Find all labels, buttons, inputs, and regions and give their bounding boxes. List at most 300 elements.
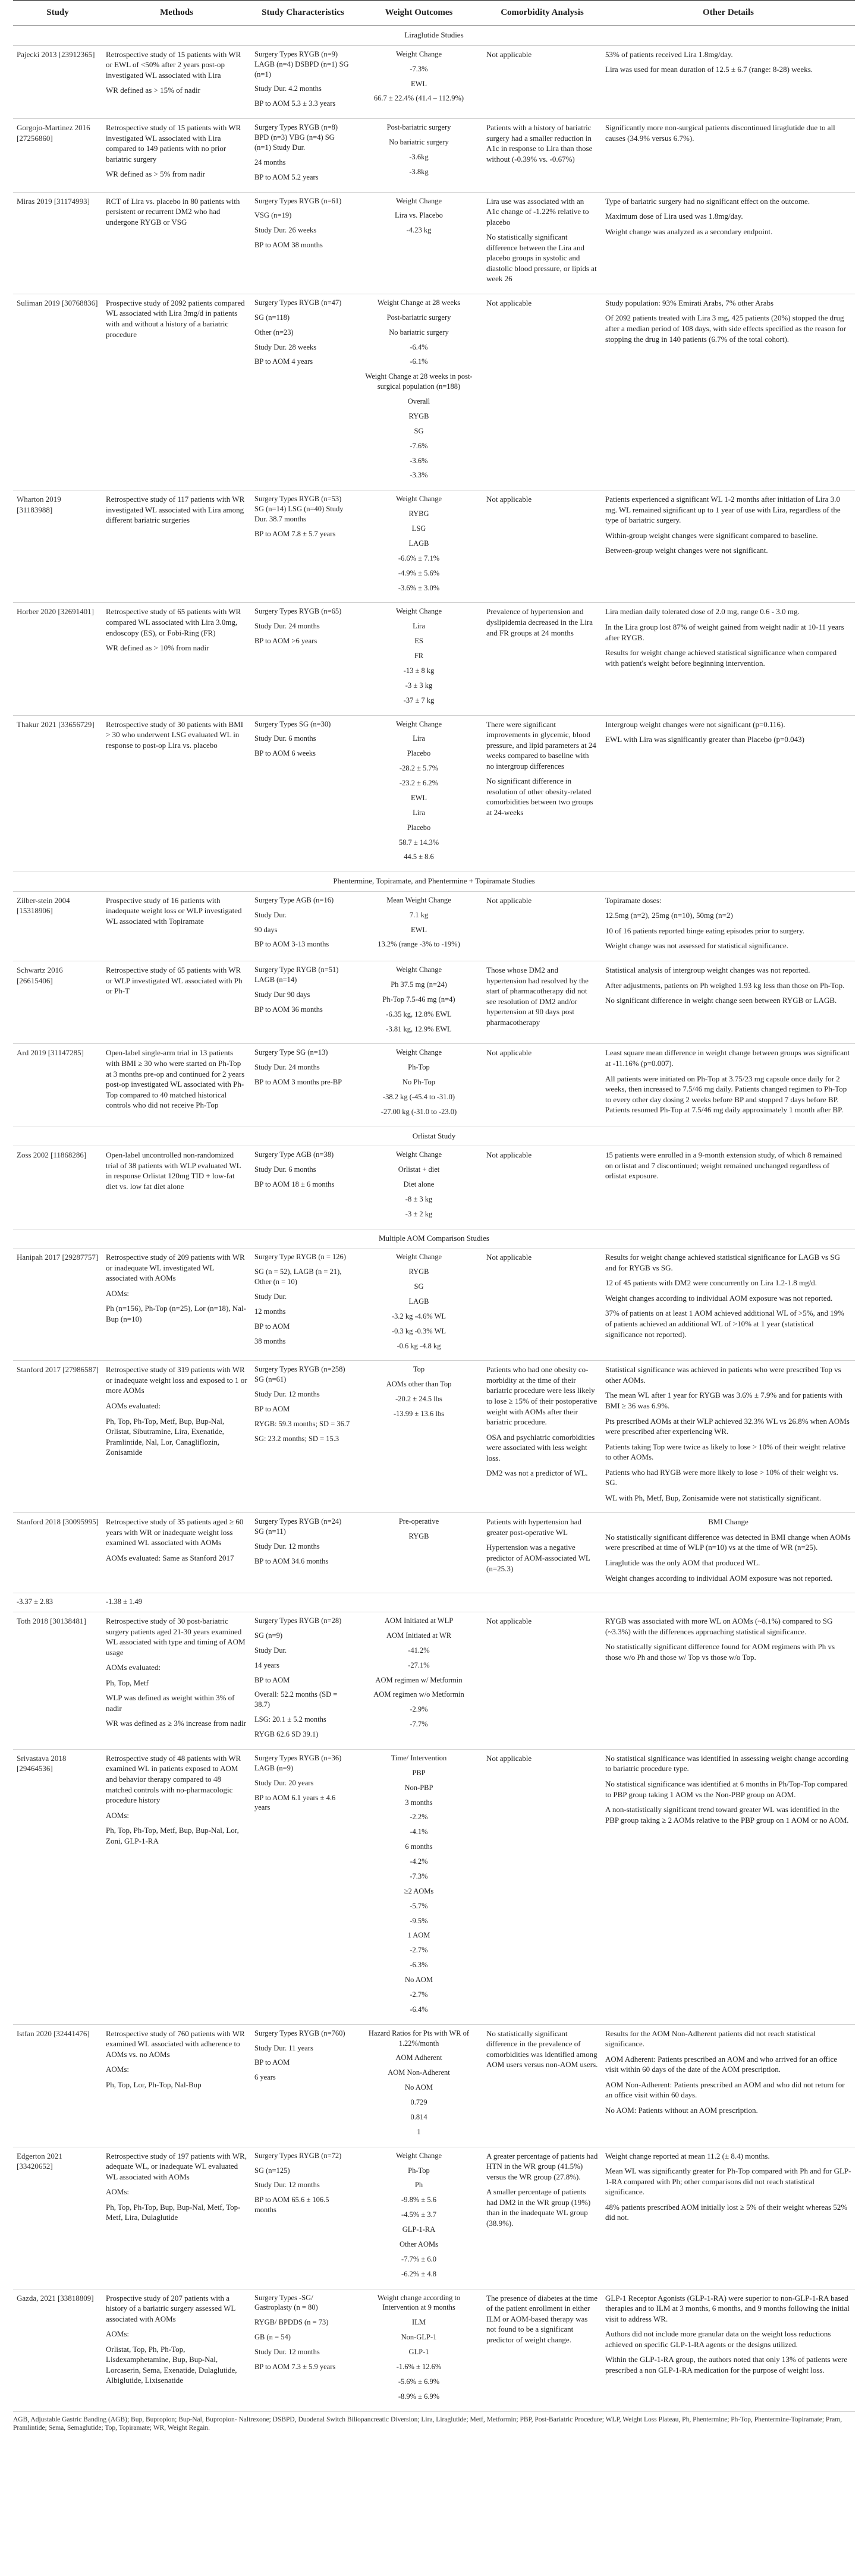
study-characteristics-cell bbox=[251, 45, 355, 118]
characteristics-text: Surgery Types RYGB (n=28) bbox=[254, 1616, 342, 1625]
comorbidity-text: A greater percentage of patients had HTN in the WR group (41.5%) versus the WR group (27.8%). bbox=[486, 2151, 598, 2181]
methods-text: Prospective study of 207 patients with a history of a bariatric surgery assessed WL associated with AOMs bbox=[106, 2293, 235, 2323]
weight-outcome-text: -6.4% bbox=[410, 342, 428, 351]
weight-outcome-text: Placebo bbox=[407, 823, 431, 832]
characteristics-text: RYGB 62.6 SD 39.1) bbox=[254, 1730, 319, 1738]
weight-outcomes-cell bbox=[355, 45, 483, 118]
methods-cell bbox=[102, 1749, 251, 2024]
weight-outcome-text: -27.00 kg (-31.0 to -23.0) bbox=[380, 1107, 457, 1116]
characteristics-text: Surgery Types RYGB (n=61) bbox=[254, 196, 342, 205]
table-row bbox=[13, 891, 855, 961]
weight-outcome-text: -5.7% bbox=[410, 1901, 428, 1910]
section-heading: Orlistat Study bbox=[13, 1127, 855, 1146]
characteristics-text: SG: 23.2 months; SD = 15.3 bbox=[254, 1434, 339, 1443]
other-details-text: AOM Non-Adherent: Patients prescribed an AOM and who did not return for an office visit within 60 days. bbox=[605, 2080, 845, 2100]
stray-values-spacer bbox=[251, 1593, 855, 1612]
other-details-cell bbox=[602, 1146, 855, 1229]
weight-outcome-text: -4.1% bbox=[410, 1828, 428, 1836]
study-citation: Ard 2019 [31147285] bbox=[13, 1044, 102, 1127]
weight-outcome-text: AOM Non-Adherent bbox=[388, 2068, 450, 2077]
study-characteristics-cell bbox=[251, 1044, 355, 1127]
table-row bbox=[13, 2024, 855, 2147]
other-details-cell bbox=[602, 294, 855, 490]
comorbidity-text: Not applicable bbox=[486, 298, 532, 307]
study-citation: Horber 2020 [32691401] bbox=[13, 603, 102, 715]
weight-outcomes-cell bbox=[355, 1749, 483, 2024]
weight-outcome-text: -28.2 ± 5.7% bbox=[399, 764, 439, 773]
characteristics-text: Surgery Type AGB (n=16) bbox=[254, 895, 334, 904]
weight-outcome-text: -23.2 ± 6.2% bbox=[399, 779, 439, 788]
methods-text: AOMs: bbox=[106, 1288, 130, 1298]
table-row bbox=[13, 603, 855, 715]
characteristics-text: BP to AOM 6.1 years ± 4.6 years bbox=[254, 1793, 336, 1812]
other-details-text: Within the GLP-1-RA group, the authors noted that only 13% of patients were prescribed a non GLP-1-RA medication for the purpose of weight loss. bbox=[605, 2355, 848, 2374]
methods-text: Retrospective study of 30 post-bariatric surgery patients aged 21-30 years examined WL associated with type and timing of AOM usage bbox=[106, 1616, 246, 1657]
col-header-comorbidity-analysis: Comorbidity Analysis bbox=[483, 1, 602, 26]
other-details-text: Pts prescribed AOMs at their WLP achieved 32.3% WL vs 26.8% when AOMs were prescribed after experiencing WR. bbox=[605, 1416, 850, 1436]
weight-outcome-text: Ph 37.5 mg (n=24) bbox=[391, 980, 447, 989]
study-characteristics-cell bbox=[251, 119, 355, 192]
other-details-text: WL with Ph, Metf, Bup, Zonisamide were not statistically significant. bbox=[605, 1493, 822, 1502]
weight-outcome-text: -7.7% bbox=[410, 1720, 428, 1729]
weight-outcome-text: Hazard Ratios for Pts with WR of 1.22%/month bbox=[368, 2028, 470, 2047]
weight-outcome-text: RYGB bbox=[408, 1267, 429, 1276]
characteristics-text: Surgery Type RYGB (n=51) LAGB (n=14) bbox=[254, 965, 339, 984]
characteristics-text: Other (n=23) bbox=[254, 328, 294, 336]
table-row bbox=[13, 2289, 855, 2411]
weight-outcome-text: -4.5% ± 3.7 bbox=[401, 2210, 436, 2219]
methods-cell bbox=[102, 192, 251, 294]
weight-outcome-text: 6 months bbox=[405, 1842, 433, 1851]
methods-text: WR defined as > 15% of nadir bbox=[106, 86, 200, 95]
other-details-text: Results for the AOM Non-Adherent patients did not reach statistical significance. bbox=[605, 2028, 816, 2049]
weight-outcome-text: 58.7 ± 14.3% bbox=[398, 838, 439, 847]
table-row bbox=[13, 961, 855, 1044]
other-details-cell bbox=[602, 490, 855, 603]
table-row bbox=[13, 1361, 855, 1513]
study-citation: Edgerton 2021 [33420652] bbox=[13, 2147, 102, 2289]
methods-cell bbox=[102, 45, 251, 118]
other-details-text: Statistical analysis of intergroup weight changes was not reported. bbox=[605, 965, 810, 975]
characteristics-text: Study Dur. 4.2 months bbox=[254, 84, 322, 93]
other-details-text: Weight changes according to individual AOM exposure was not reported. bbox=[605, 1293, 833, 1303]
methods-text: AOMs: bbox=[106, 2329, 130, 2339]
comorbidity-cell bbox=[483, 961, 602, 1044]
weight-outcome-text: RYGB bbox=[408, 411, 429, 420]
section-heading: Multiple AOM Comparison Studies bbox=[13, 1229, 855, 1248]
characteristics-text: Study Dur. 12 months bbox=[254, 1390, 320, 1399]
characteristics-text: BP to AOM 65.6 ± 106.5 months bbox=[254, 2196, 329, 2215]
section-heading: Phentermine, Topiramate, and Phentermine + Topiramate Studies bbox=[13, 872, 855, 892]
characteristics-text: Study Dur. bbox=[254, 1292, 287, 1301]
comorbidity-cell bbox=[483, 715, 602, 872]
col-header-study-characteristics: Study Characteristics bbox=[251, 1, 355, 26]
comorbidity-text: Not applicable bbox=[486, 1048, 532, 1058]
methods-text: Retrospective study of 65 patients with WR or WLP investigated WL associated with Ph or Ph-T bbox=[106, 965, 243, 996]
comorbidity-cell bbox=[483, 2024, 602, 2147]
other-details-text: Weight change was analyzed as a secondary endpoint. bbox=[605, 227, 773, 236]
methods-text: AOMs: bbox=[106, 1810, 130, 1820]
col-header-other-details: Other Details bbox=[602, 1, 855, 26]
weight-outcome-text: GLP-1-RA bbox=[402, 2225, 436, 2234]
characteristics-text: Study Dur. bbox=[254, 910, 287, 919]
comorbidity-cell bbox=[483, 1248, 602, 1361]
characteristics-text: RYGB/ BPDDS (n = 73) bbox=[254, 2318, 329, 2327]
study-characteristics-cell bbox=[251, 192, 355, 294]
study-characteristics-cell bbox=[251, 961, 355, 1044]
weight-outcome-text: EWL bbox=[410, 79, 427, 88]
weight-outcome-text: Post-bariatric surgery bbox=[386, 123, 451, 132]
weight-outcome-text: Weight Change at 28 weeks bbox=[377, 298, 461, 307]
characteristics-text: Study Dur 90 days bbox=[254, 990, 310, 999]
characteristics-text: BP to AOM bbox=[254, 1405, 290, 1413]
other-details-text: Least square mean difference in weight change between groups was significant at -11.16% (p=0.007). bbox=[605, 1048, 850, 1068]
characteristics-text: VSG (n=19) bbox=[254, 211, 292, 220]
methods-text: Prospective study of 2092 patients compared WL associated with Lira 3mg/d in patients with and without a history of a bariatric procedure bbox=[106, 298, 245, 339]
methods-cell bbox=[102, 1513, 251, 1593]
methods-text: WR was defined as ≥ 3% increase from nadir bbox=[106, 1719, 246, 1728]
study-characteristics-cell bbox=[251, 2024, 355, 2147]
weight-outcome-text: 66.7 ± 22.4% (41.4 – 112.9%) bbox=[373, 94, 464, 103]
comorbidity-text: Not applicable bbox=[486, 495, 532, 504]
other-details-text: Results for weight change achieved statistical significance for LAGB vs SG and for RYGB vs SG. bbox=[605, 1253, 840, 1272]
characteristics-text: BP to AOM 3-13 months bbox=[254, 940, 329, 949]
comorbidity-cell bbox=[483, 2147, 602, 2289]
weight-outcome-text: Weight Change bbox=[395, 1253, 442, 1262]
characteristics-text: Surgery Types RYGB (n=760) bbox=[254, 2028, 345, 2037]
weight-outcomes-cell bbox=[355, 2289, 483, 2411]
comorbidity-cell bbox=[483, 1513, 602, 1593]
methods-cell bbox=[102, 1361, 251, 1513]
table-row bbox=[13, 715, 855, 872]
study-citation: Miras 2019 [31174993] bbox=[13, 192, 102, 294]
other-details-text: No statistically significant difference found for AOM regimens with Ph vs those w/o Ph and those w/ Top vs those w/o Top. bbox=[605, 1642, 835, 1662]
weight-outcome-text: Diet alone bbox=[403, 1180, 435, 1189]
methods-text: AOMs evaluated: bbox=[106, 1663, 161, 1672]
weight-outcome-text: Overall bbox=[407, 397, 430, 406]
weight-outcome-text: -38.2 kg (-45.4 to -31.0) bbox=[382, 1093, 455, 1102]
methods-text: WR defined as > 5% from nadir bbox=[106, 169, 205, 179]
comorbidity-cell bbox=[483, 603, 602, 715]
characteristics-text: Surgery Types RYGB (n=8) BPD (n=3) VBG (n=4) SG (n=1) Study Dur. bbox=[254, 123, 338, 152]
methods-text: WR defined as > 10% from nadir bbox=[106, 643, 209, 653]
other-details-text: Patients experienced a significant WL 1-2 months after initiation of Lira 3.0 mg. WL remained significant up to 1 year of use with Lira, regardless of the type of bariatric surgery. bbox=[605, 495, 841, 525]
section-heading-row bbox=[13, 872, 855, 892]
weight-outcome-text: Weight change according to Intervention at 9 months bbox=[377, 2293, 461, 2312]
review-table-page bbox=[13, 0, 855, 2433]
abbreviations-footnote: AGB, Adjustable Gastric Banding (AGB); Bup, Bupropion; Bup-Nal, Bupropion- Naltrexone; DSBPD, Duodenal Switch Biliopancreatic Diversion; Lira, Liraglutide; Metf, Metformin; PBP, Post-Bariatric Procedure; WLP, Weight Loss Plateau, Ph, Phentermine; Ph-Top, Phentermine-Topiramate; Pram, Pramlintide; Sema, Semaglutide; Top, Topiramate; WR, Weight Regain. bbox=[13, 2415, 842, 2432]
table-row bbox=[13, 1612, 855, 1750]
characteristics-text: BP to AOM 34.6 months bbox=[254, 1557, 329, 1566]
methods-text: Ph, Top, Ph-Top, Bup, Bup-Nal, Metf, Top-Metf, Lira, Dulaglutide bbox=[106, 2202, 241, 2222]
section-heading-row bbox=[13, 1127, 855, 1146]
methods-text: AOMs evaluated: bbox=[106, 1401, 161, 1411]
other-details-text: The mean WL after 1 year for RYGB was 3.6% ± 7.9% and for patients with BMI ≥ 36 was 6.9%. bbox=[605, 1391, 842, 1411]
methods-cell bbox=[102, 490, 251, 603]
study-characteristics-cell bbox=[251, 2147, 355, 2289]
weight-outcome-text: Weight Change at 28 weeks in post-surgical population (n=188) bbox=[365, 372, 473, 391]
weight-outcome-text: LAGB bbox=[408, 539, 429, 548]
methods-text: Retrospective study of 319 patients with WR or inadequate weight loss and exposed to 1 or more AOMs bbox=[106, 1365, 247, 1395]
characteristics-text: Study Dur. 26 weeks bbox=[254, 226, 317, 235]
study-citation: Gazda, 2021 [33818809] bbox=[13, 2289, 102, 2411]
methods-text: Retrospective study of 48 patients with WR examined WL in patients exposed to AOM and behavior therapy compared to 48 matched controls with no-pharmacologic procedure history bbox=[106, 1753, 241, 1805]
other-details-text: 12 of 45 patients with DM2 were concurrently on Lira 1.2-1.8 mg/d. bbox=[605, 1278, 817, 1288]
methods-text: Orlistat, Top, Ph, Ph-Top, Lisdexamphetamine, Bup, Bup-Nal, Lorcaserin, Sema, Exenatide, Dulaglutide, Albiglutide, Lixisenatide bbox=[106, 2344, 237, 2385]
other-details-text: Type of bariatric surgery had no significant effect on the outcome. bbox=[605, 196, 810, 206]
weight-outcome-text: -6.2% ± 4.8 bbox=[401, 2269, 436, 2278]
methods-text: Ph, Top, Ph-Top, Metf, Bup, Bup-Nal, Lor, Zoni, GLP-1-RA bbox=[106, 1826, 239, 1845]
weight-outcome-text: -6.6% ± 7.1% bbox=[398, 553, 440, 562]
weight-outcome-text: -3.8kg bbox=[409, 167, 429, 176]
characteristics-text: SG (n=118) bbox=[254, 313, 290, 322]
methods-cell bbox=[102, 961, 251, 1044]
characteristics-text: BP to AOM bbox=[254, 2058, 290, 2067]
characteristics-text: Surgery Types RYGB (n=258) SG (n=61) bbox=[254, 1365, 345, 1384]
methods-text: Retrospective study of 15 patients with WR investigated WL associated with Lira compared to 149 patients with no prior bariatric surgery bbox=[106, 123, 241, 163]
weight-outcomes-cell bbox=[355, 961, 483, 1044]
weight-outcome-text: -8.9% ± 6.9% bbox=[398, 2392, 440, 2401]
methods-text: AOMs: bbox=[106, 2187, 130, 2197]
weight-outcomes-cell bbox=[355, 1146, 483, 1229]
other-details-text: No significant difference in weight change seen between RYGB or LAGB. bbox=[605, 996, 837, 1005]
weight-outcomes-cell bbox=[355, 119, 483, 192]
characteristics-text: Study Dur. 28 weeks bbox=[254, 342, 317, 351]
other-details-text: Lira median daily tolerated dose of 2.0 mg, range 0.6 - 3.0 mg. bbox=[605, 607, 800, 617]
weight-outcome-text: AOM Adherent bbox=[395, 2053, 442, 2062]
weight-outcome-text: LAGB bbox=[408, 1297, 429, 1306]
methods-cell bbox=[102, 1146, 251, 1229]
weight-outcome-text: -9.8% ± 5.6 bbox=[401, 2196, 436, 2204]
study-citation: Wharton 2019 [31183988] bbox=[13, 490, 102, 603]
weight-outcome-text: -4.9% ± 5.6% bbox=[398, 568, 440, 577]
weight-outcome-text: Lira bbox=[413, 622, 425, 631]
weight-outcome-text: SG bbox=[414, 1282, 424, 1291]
other-details-text: Mean WL was significantly greater for Ph-Top compared with Ph and for GLP-1-RA compared with Ph; other comparisons did not reach statistical significance. bbox=[605, 2166, 851, 2197]
methods-cell bbox=[102, 2147, 251, 2289]
study-citation: Thakur 2021 [33656729] bbox=[13, 715, 102, 872]
weight-outcome-text: -7.3% bbox=[410, 1872, 428, 1880]
weight-outcome-text: AOMs other than Top bbox=[386, 1380, 452, 1389]
study-characteristics-cell bbox=[251, 294, 355, 490]
other-details-cell bbox=[602, 1612, 855, 1750]
study-citation: Zoss 2002 [11868286] bbox=[13, 1146, 102, 1229]
weight-outcomes-cell bbox=[355, 2147, 483, 2289]
other-details-text: No AOM: Patients without an AOM prescription. bbox=[605, 2105, 758, 2115]
section-heading-row bbox=[13, 1229, 855, 1248]
other-details-cell bbox=[602, 1248, 855, 1361]
weight-outcome-text: -13.99 ± 13.6 lbs bbox=[394, 1410, 444, 1418]
characteristics-text: 12 months bbox=[254, 1307, 286, 1316]
weight-outcome-text: -3.6% ± 3.0% bbox=[398, 583, 440, 592]
weight-outcome-text: -27.1% bbox=[408, 1660, 430, 1669]
other-details-text: After adjustments, patients on Ph weighed 1.93 kg less than those on Ph-Top. bbox=[605, 980, 845, 990]
comorbidity-cell bbox=[483, 2289, 602, 2411]
study-citation: Gorgojo-Martinez 2016 [27256860] bbox=[13, 119, 102, 192]
other-details-cell bbox=[602, 119, 855, 192]
other-details-text: Of 2092 patients treated with Lira 3 mg, 425 patients (20%) stopped the drug after a median period of 108 days, with side effects specified as the reason for stopping the drug in 140 patients (6.7% of the total cohort). bbox=[605, 313, 847, 344]
methods-text: Retrospective study of 15 patients with WR or EWL of <50% after 2 years post-op investigated WL associated with Lira bbox=[106, 49, 241, 80]
weight-outcome-text: PBP bbox=[412, 1768, 426, 1777]
other-details-text: Topiramate doses: bbox=[605, 895, 662, 905]
other-details-text: Authors did not include more granular data on the weight loss reductions achieved on specific GLP-1-RA agents or the designs utilized. bbox=[605, 2329, 831, 2349]
characteristics-text: Surgery Type AGB (n=38) bbox=[254, 1150, 334, 1159]
characteristics-text: BP to AOM bbox=[254, 1675, 290, 1684]
methods-text: Ph, Top, Lor, Ph-Top, Nal-Bup bbox=[106, 2080, 202, 2089]
other-details-cell bbox=[602, 891, 855, 961]
characteristics-text: BP to AOM 5.3 ± 3.3 years bbox=[254, 99, 336, 108]
methods-text: Retrospective study of 117 patients with WR investigated WL associated with Lira among different bariatric surgeries bbox=[106, 495, 245, 525]
methods-text: Retrospective study of 197 patients with WR, adequate WL, or inadequate WL evaluated WL associated with AOMs bbox=[106, 2151, 247, 2181]
other-details-subheading: BMI Change bbox=[708, 1517, 749, 1527]
other-details-cell bbox=[602, 1044, 855, 1127]
other-details-text: No statistically significant difference was detected in BMI change when AOMs were prescribed at time of WLP (n=10) vs at the time of WR (n=25). bbox=[605, 1532, 851, 1552]
characteristics-text: BP to AOM 7.8 ± 5.7 years bbox=[254, 529, 336, 538]
weight-outcome-text: -9.5% bbox=[410, 1916, 428, 1925]
other-details-cell bbox=[602, 2147, 855, 2289]
characteristics-text: Surgery Types RYGB (n=53) SG (n=14) LSG (n=40) Study Dur. 38.7 months bbox=[254, 495, 344, 524]
weight-outcome-text: Non-PBP bbox=[404, 1783, 433, 1792]
study-citation: Suliman 2019 [30768836] bbox=[13, 294, 102, 490]
comorbidity-text: Not applicable bbox=[486, 1616, 532, 1625]
weight-outcomes-cell bbox=[355, 1612, 483, 1750]
study-citation: Srivastava 2018 [29464536] bbox=[13, 1749, 102, 2024]
section-heading: Liraglutide Studies bbox=[13, 26, 855, 46]
weight-outcome-text: -5.6% ± 6.9% bbox=[398, 2377, 440, 2386]
table-body bbox=[13, 26, 855, 2411]
other-details-text: 12.5mg (n=2), 25mg (n=10), 50mg (n=2) bbox=[605, 911, 733, 920]
weight-outcome-text: Lira vs. Placebo bbox=[395, 211, 443, 220]
table-row bbox=[13, 119, 855, 192]
comorbidity-text: Not applicable bbox=[486, 1253, 532, 1262]
table-row bbox=[13, 1146, 855, 1229]
comorbidity-text: No statistically significant difference between the Lira and placebo groups in systolic and diastolic blood pressure, or lipids at week 26 bbox=[486, 232, 597, 284]
section-heading-row bbox=[13, 26, 855, 46]
weight-outcome-text: No bariatric surgery bbox=[389, 328, 449, 336]
study-characteristics-cell bbox=[251, 1361, 355, 1513]
characteristics-text: 24 months bbox=[254, 158, 286, 166]
characteristics-text: Surgery Types -SG/ Gastroplasty (n = 80) bbox=[254, 2293, 318, 2312]
comorbidity-cell bbox=[483, 1749, 602, 2024]
weight-outcome-text: -8 ± 3 kg bbox=[405, 1194, 433, 1203]
methods-text: Retrospective study of 65 patients with WR compared WL associated with Lira 3.0mg, endoscopy (ES), or Fobi-Ring (FR) bbox=[106, 607, 241, 637]
other-details-text: Intergroup weight changes were not significant (p=0.116). bbox=[605, 719, 785, 729]
weight-outcome-text: -6.35 kg, 12.8% EWL bbox=[386, 1009, 452, 1018]
stray-value: -3.37 ± 2.83 bbox=[13, 1593, 102, 1612]
weight-outcomes-cell bbox=[355, 2024, 483, 2147]
other-details-cell bbox=[602, 961, 855, 1044]
comorbidity-cell bbox=[483, 1146, 602, 1229]
weight-outcomes-cell bbox=[355, 294, 483, 490]
comorbidity-text: Not applicable bbox=[486, 895, 532, 905]
characteristics-text: SG (n = 52), LAGB (n = 21), Other (n = 10) bbox=[254, 1267, 342, 1286]
weight-outcomes-cell bbox=[355, 490, 483, 603]
weight-outcome-text: 13.2% (range -3% to -19%) bbox=[378, 940, 460, 949]
characteristics-text: Study Dur. bbox=[254, 1646, 287, 1655]
characteristics-text: Surgery Types RYGB (n=47) bbox=[254, 298, 342, 307]
other-details-text: EWL with Lira was significantly greater than Placebo (p=0.043) bbox=[605, 735, 804, 744]
stray-value: -1.38 ± 1.49 bbox=[102, 1593, 251, 1612]
weight-outcomes-cell bbox=[355, 192, 483, 294]
weight-outcome-text: Placebo bbox=[407, 749, 431, 758]
weight-outcome-text: GLP-1 bbox=[408, 2348, 429, 2356]
characteristics-text: 6 years bbox=[254, 2073, 276, 2082]
characteristics-text: LSG: 20.1 ± 5.2 months bbox=[254, 1715, 326, 1724]
weight-outcome-text: Weight Change bbox=[395, 719, 442, 728]
other-details-cell bbox=[602, 45, 855, 118]
methods-cell bbox=[102, 294, 251, 490]
characteristics-text: Study Dur. 12 months bbox=[254, 1542, 320, 1551]
methods-text: Open-label uncontrolled non-randomized trial of 38 patients with WLP evaluated WL in response Orlistat 120mg TID + low-fat diet vs. low fat diet alone bbox=[106, 1150, 241, 1191]
characteristics-text: Surgery Types RYGB (n=36) LAGB (n=9) bbox=[254, 1753, 342, 1772]
comorbidity-text: No significant difference in resolution of other obesity-related comorbidities between two groups at 24-weeks bbox=[486, 776, 593, 817]
weight-outcome-text: -2.7% bbox=[410, 1946, 428, 1955]
characteristics-text: Surgery Types RYGB (n=72) bbox=[254, 2151, 342, 2160]
study-citation: Hanipah 2017 [29287757] bbox=[13, 1248, 102, 1361]
other-details-text: Weight change reported at mean 11.2 (± 8.4) months. bbox=[605, 2151, 770, 2160]
weight-outcome-text: Ph-Top bbox=[408, 2166, 430, 2175]
weight-outcome-text: Top bbox=[413, 1365, 425, 1374]
table-row bbox=[13, 1044, 855, 1127]
other-details-text: 15 patients were enrolled in a 9-month extension study, of which 8 remained on orlistat and 7 discontinued; weight remained unchanged regardless of orlistat exposure. bbox=[605, 1150, 842, 1181]
other-details-text: 37% of patients on at least 1 AOM achieved additional WL of >5%, and 19% of patients achieved an additional WL of >10% at 1 year (statistical significance not reported). bbox=[605, 1309, 844, 1339]
other-details-cell bbox=[602, 192, 855, 294]
other-details-text: 10 of 16 patients reported binge eating episodes prior to surgery. bbox=[605, 926, 805, 935]
weight-outcomes-cell bbox=[355, 715, 483, 872]
col-header-study: Study bbox=[13, 1, 102, 26]
methods-cell bbox=[102, 1044, 251, 1127]
other-details-cell bbox=[602, 1513, 855, 1593]
weight-outcome-text: Other AOMs bbox=[400, 2240, 438, 2248]
weight-outcome-text: -7.7% ± 6.0 bbox=[401, 2254, 436, 2263]
weight-outcome-text: Weight Change bbox=[395, 965, 442, 974]
review-table bbox=[13, 0, 855, 2412]
other-details-text: Within-group weight changes were significant compared to baseline. bbox=[605, 530, 818, 540]
characteristics-text: 90 days bbox=[254, 925, 278, 934]
weight-outcome-text: -3.2 kg -4.6% WL bbox=[391, 1311, 446, 1320]
other-details-text: 53% of patients received Lira 1.8mg/day. bbox=[605, 49, 733, 59]
weight-outcome-text: No AOM bbox=[405, 2083, 433, 2092]
other-details-cell bbox=[602, 1749, 855, 2024]
characteristics-text: GB (n = 54) bbox=[254, 2333, 291, 2342]
methods-text: Ph (n=156), Ph-Top (n=25), Lor (n=18), Nal-Bup (n=10) bbox=[106, 1304, 246, 1323]
methods-cell bbox=[102, 2024, 251, 2147]
other-details-text: All patients were initiated on Ph-Top at 3.75/23 mg capsule once daily for 2 weeks, then increased to 7.5/46 mg daily. Patients changed regimen to Ph-Top to every other day dosing 2 weeks before BP and stopped 7 days before BP. Patients resumed Ph-Top at 7.5/46 mg daily approximately 1 month after BP. bbox=[605, 1074, 847, 1115]
other-details-text: Between-group weight changes were not significant. bbox=[605, 546, 768, 555]
table-row bbox=[13, 490, 855, 603]
comorbidity-cell bbox=[483, 891, 602, 961]
other-details-cell bbox=[602, 603, 855, 715]
weight-outcome-text: -3.81 kg, 12.9% EWL bbox=[386, 1024, 452, 1033]
characteristics-text: BP to AOM bbox=[254, 1322, 290, 1331]
study-citation: Istfan 2020 [32441476] bbox=[13, 2024, 102, 2147]
weight-outcome-text: -4.2% bbox=[410, 1857, 428, 1866]
other-details-text: Statistical significance was achieved in patients who were prescribed Top vs other AOMs. bbox=[605, 1365, 841, 1385]
comorbidity-cell bbox=[483, 1361, 602, 1513]
weight-outcome-text: -41.2% bbox=[408, 1646, 430, 1655]
other-details-text: No statistical significance was identified in assessing weight change according to bariatric procedure type. bbox=[605, 1753, 849, 1773]
other-details-text: In the Lira group lost 87% of weight gained from weight nadir at 10-11 years after RYGB. bbox=[605, 622, 844, 642]
comorbidity-cell bbox=[483, 294, 602, 490]
characteristics-text: Study Dur. 6 months bbox=[254, 734, 316, 743]
comorbidity-cell bbox=[483, 490, 602, 603]
other-details-text: 48% patients prescribed AOM initially lost ≥ 5% of their weight whereas 52% did not. bbox=[605, 2202, 848, 2222]
weight-outcome-text: ≥2 AOMs bbox=[404, 1886, 434, 1895]
methods-text: RCT of Lira vs. placebo in 80 patients with persistent or recurrent DM2 who had undergone RYGB or VSG bbox=[106, 196, 240, 227]
methods-text: AOMs: bbox=[106, 2065, 130, 2074]
methods-text: Retrospective study of 35 patients aged ≥ 60 years with WR or inadequate weight loss examined WL associated with AOMs bbox=[106, 1517, 244, 1548]
comorbidity-text: Lira use was associated with an A1c change of -1.22% relative to placebo bbox=[486, 196, 589, 227]
